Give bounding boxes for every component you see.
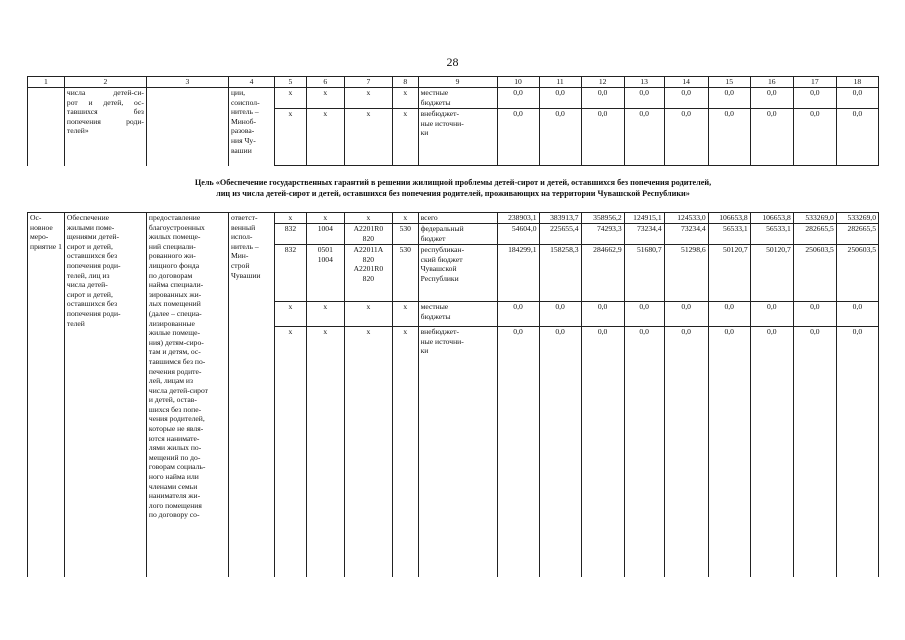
cell-value: 0,0	[581, 327, 624, 578]
text-line: попечения роди-	[66, 260, 121, 270]
text-line: лями жилых по-	[148, 443, 202, 453]
text-line: щениями детей-	[66, 232, 120, 242]
text-line: попечения роди-	[66, 116, 144, 126]
text-line: Чувашской	[420, 264, 457, 274]
text-line: Мин-	[230, 251, 249, 261]
column-number-cell: 14	[664, 77, 708, 88]
cell-value: 0,0	[793, 88, 836, 109]
column-number-cell: 5	[275, 77, 307, 88]
cell-value: 0,0	[497, 109, 539, 166]
cell-value: 0,0	[581, 88, 624, 109]
text-line: лого помещения	[148, 500, 202, 510]
text-line: испол-	[230, 232, 253, 242]
text-line: Обеспечение	[66, 213, 110, 222]
cell-code: x	[306, 213, 344, 224]
text-line: печения родите-	[148, 366, 202, 376]
text-line: ния) детям-сиро-	[148, 337, 204, 347]
column-number-cell: 4	[228, 77, 274, 88]
cell-value: 56533,1	[708, 224, 750, 245]
cell-value: 0,0	[708, 327, 750, 578]
cell-value: 0,0	[624, 109, 664, 166]
cell-value: 282665,5	[836, 224, 878, 245]
column-number-cell: 3	[146, 77, 228, 88]
text-line: Ос-	[30, 213, 42, 222]
cell-value: 0,0	[497, 88, 539, 109]
text-line: числа детей-си-	[66, 88, 144, 97]
column-number-cell: 11	[539, 77, 581, 88]
text-line: там и детям, ос-	[148, 347, 201, 357]
cell-value: 106653,8	[708, 213, 750, 224]
text-line: тавшихся без	[66, 107, 144, 117]
text-line: бюджеты	[420, 311, 451, 321]
text-line: телей, лиц из	[66, 270, 110, 280]
cell-value: 0,0	[836, 327, 878, 578]
text-line: (далее – специа-	[148, 308, 202, 318]
page-number: 28	[446, 55, 459, 69]
column-number-cell: 1	[28, 77, 65, 88]
text-line: лей, лицам из	[148, 376, 193, 386]
goal-heading-line: лиц из числа детей-сирот и детей, оставшихся без попечения родителей, проживающих на территории Чувашской Республики»	[216, 188, 690, 198]
cell-value: 0,0	[750, 302, 793, 327]
cell-code: x	[392, 327, 418, 578]
text-line: 530	[399, 224, 411, 233]
column-number-cell: 12	[581, 77, 624, 88]
cell-value: 0,0	[793, 302, 836, 327]
column-number-cell: 17	[793, 77, 836, 88]
cell-code	[275, 224, 307, 245]
cell-code: x	[392, 88, 418, 109]
table-row	[28, 213, 879, 224]
text-line: числа детей-	[66, 280, 108, 290]
text-line: благоустроенных	[148, 222, 205, 232]
text-line: ного найма или	[148, 472, 199, 482]
text-line: попечения роди-	[66, 308, 121, 318]
cell-code: x	[344, 213, 392, 224]
text-line: 820	[362, 254, 375, 264]
cell-value: 74293,3	[581, 224, 624, 245]
text-line: А2201R0	[353, 264, 384, 274]
cell-funding-source	[418, 88, 497, 109]
text-line: 832	[284, 224, 297, 233]
cell-value: 0,0	[793, 327, 836, 578]
text-line: бюджеты	[420, 97, 451, 107]
column-number-cell: 18	[836, 77, 878, 88]
text-line: вашии	[230, 145, 252, 155]
cell-value: 0,0	[539, 327, 581, 578]
cell-value: 0,0	[664, 302, 708, 327]
cell-code: x	[392, 302, 418, 327]
text-line: оставшихся без	[66, 251, 118, 261]
cell-value: 533269,0	[793, 213, 836, 224]
cell-value: 158258,3	[539, 245, 581, 302]
text-line: 1004	[317, 224, 333, 233]
cell-value: 0,0	[624, 88, 664, 109]
goal-heading	[27, 178, 879, 199]
text-line: телей	[66, 318, 85, 328]
cell-value: 0,0	[836, 88, 878, 109]
cell-value: 284662,9	[581, 245, 624, 302]
cell-value: 0,0	[664, 327, 708, 578]
cell-value: 0,0	[539, 302, 581, 327]
text-line: Миноб-	[230, 116, 257, 126]
cell-col2-event-name	[64, 88, 146, 166]
text-line: 832	[284, 245, 297, 254]
cell-col4-executor	[228, 88, 274, 166]
text-line: ции,	[230, 88, 246, 97]
text-line: А2201R0	[353, 224, 384, 233]
text-line: чения родителей,	[148, 414, 205, 424]
text-line: приятие 1	[30, 241, 62, 251]
cell-value: 0,0	[750, 327, 793, 578]
cell-value: 0,0	[539, 88, 581, 109]
text-line: внебюджет-	[420, 109, 459, 118]
text-line: 1004	[317, 254, 333, 264]
text-line: сирот и детей,	[66, 289, 113, 299]
text-line: Республики	[420, 273, 459, 283]
text-line: которые не явля-	[148, 424, 204, 434]
text-line: по договору со-	[148, 510, 200, 520]
cell-code	[306, 245, 344, 302]
column-number-cell: 2	[64, 77, 146, 88]
cell-value: 106653,8	[750, 213, 793, 224]
cell-code: x	[344, 327, 392, 578]
cell-value: 51680,7	[624, 245, 664, 302]
column-number-cell: 10	[497, 77, 539, 88]
cell-value: 184299,1	[497, 245, 539, 302]
text-line: лизированные	[148, 318, 195, 328]
cell-value: 124533,0	[664, 213, 708, 224]
cell-value: 0,0	[497, 302, 539, 327]
text-line: ются нанимате-	[148, 433, 200, 443]
cell-value: 50120,7	[750, 245, 793, 302]
cell-value: 0,0	[624, 327, 664, 578]
cell-code: x	[275, 213, 307, 224]
cell-value: 0,0	[581, 302, 624, 327]
goal-heading-line: Цель «Обеспечение государственных гарантий в решении жилищной проблемы детей-сирот и детей, оставшихся без попечения родителей,	[194, 178, 712, 187]
text-line: мещений по до-	[148, 452, 201, 462]
text-line: числа детей-сирот	[148, 385, 208, 395]
text-line: жилыми поме-	[66, 222, 115, 232]
cell-value: 533269,0	[836, 213, 878, 224]
text-line: ский бюджет	[420, 254, 463, 264]
cell-event-name	[64, 213, 146, 578]
text-line: республикан-	[420, 245, 465, 254]
text-line: внебюджет-	[420, 327, 459, 336]
text-line: телей»	[66, 126, 89, 136]
cell-funding-source	[418, 213, 497, 224]
text-line: нитель –	[230, 107, 259, 117]
cell-code: x	[306, 109, 344, 166]
text-line: найма специали-	[148, 280, 204, 290]
column-number-cell: 8	[392, 77, 418, 88]
text-line: ные источни-	[420, 118, 464, 128]
cell-code: x	[344, 88, 392, 109]
text-line: по договорам	[148, 270, 193, 280]
text-line: зированных жи-	[148, 289, 202, 299]
column-number-header-row	[28, 77, 879, 88]
cell-value: 0,0	[539, 109, 581, 166]
text-line: оставшихся без	[66, 299, 118, 309]
cell-value: 0,0	[708, 88, 750, 109]
budget-table-main-activity	[27, 212, 879, 577]
text-line: шихся без попе-	[148, 404, 202, 414]
text-line: новное	[30, 222, 53, 232]
cell-code: x	[306, 327, 344, 578]
text-line: ки	[420, 346, 429, 356]
cell-code	[275, 245, 307, 302]
text-line: ные источни-	[420, 336, 464, 346]
cell-code: x	[275, 327, 307, 578]
cell-code: x	[344, 302, 392, 327]
cell-value: 358956,2	[581, 213, 624, 224]
text-line: строй	[230, 260, 250, 270]
text-line: лищного фонда	[148, 260, 200, 270]
budget-table-continuation	[27, 76, 879, 166]
text-line: рот и детей, ос-	[66, 97, 144, 107]
column-number-cell: 16	[750, 77, 793, 88]
cell-code: x	[275, 88, 307, 109]
text-line: тавшимся без по-	[148, 356, 206, 366]
cell-code: x	[306, 302, 344, 327]
text-line: предоставление	[148, 213, 201, 222]
cell-funding-source	[418, 109, 497, 166]
cell-event-description	[146, 213, 228, 578]
text-line: ки	[420, 128, 429, 138]
cell-value: 73234,4	[664, 224, 708, 245]
cell-value: 0,0	[664, 109, 708, 166]
text-line: нанимателя жи-	[148, 491, 201, 501]
cell-value: 0,0	[664, 88, 708, 109]
table-row	[28, 88, 879, 109]
cell-code: x	[344, 109, 392, 166]
column-number-cell: 9	[418, 77, 497, 88]
cell-code	[344, 245, 392, 302]
cell-value: 0,0	[836, 109, 878, 166]
text-line: бюджет	[420, 233, 446, 243]
text-line: 820	[362, 273, 375, 283]
cell-value: 238903,1	[497, 213, 539, 224]
cell-funding-source	[418, 245, 497, 302]
cell-code	[392, 224, 418, 245]
text-line: соиспол-	[230, 97, 260, 107]
text-line: рованного жи-	[148, 251, 196, 261]
text-line: меро-	[30, 232, 49, 242]
cell-value: 124915,1	[624, 213, 664, 224]
cell-code: x	[275, 109, 307, 166]
text-line: жилые помеще-	[148, 328, 201, 338]
cell-value: 282665,5	[793, 224, 836, 245]
cell-value: 250603,5	[836, 245, 878, 302]
text-line: всего	[420, 213, 438, 222]
cell-event-number	[28, 213, 65, 578]
cell-value: 50120,7	[708, 245, 750, 302]
cell-value: 383913,7	[539, 213, 581, 224]
cell-code	[392, 245, 418, 302]
text-line: 530	[399, 245, 411, 254]
cell-funding-source	[418, 327, 497, 578]
cell-code: x	[392, 213, 418, 224]
text-line: федеральный	[420, 224, 464, 233]
cell-col3	[146, 88, 228, 166]
cell-funding-source	[418, 224, 497, 245]
cell-value: 0,0	[497, 327, 539, 578]
text-line: нитель –	[230, 241, 259, 251]
text-line: ответст-	[230, 213, 258, 222]
cell-code	[306, 224, 344, 245]
text-line: местные	[420, 302, 449, 311]
cell-code: x	[392, 109, 418, 166]
text-line: лых помещений	[148, 299, 201, 309]
cell-value: 0,0	[708, 109, 750, 166]
text-line: говорам социаль-	[148, 462, 206, 472]
text-line: ний специали-	[148, 241, 196, 251]
cell-value: 51298,6	[664, 245, 708, 302]
cell-funding-source	[418, 302, 497, 327]
cell-value: 56533,1	[750, 224, 793, 245]
column-number-cell: 6	[306, 77, 344, 88]
column-number-cell: 7	[344, 77, 392, 88]
text-line: Чувашии	[230, 270, 261, 280]
text-line: жилых помеще-	[148, 232, 201, 242]
cell-value: 0,0	[793, 109, 836, 166]
cell-code: x	[275, 302, 307, 327]
column-number-cell: 13	[624, 77, 664, 88]
cell-value: 0,0	[750, 88, 793, 109]
text-line: 820	[362, 233, 375, 243]
cell-code: x	[306, 88, 344, 109]
text-line: А22011А	[353, 245, 384, 254]
text-line: членами семьи	[148, 481, 198, 491]
text-line: местные	[420, 88, 449, 97]
cell-value: 0,0	[624, 302, 664, 327]
cell-value: 0,0	[708, 302, 750, 327]
cell-value: 54604,0	[497, 224, 539, 245]
cell-value: 0,0	[581, 109, 624, 166]
cell-code	[344, 224, 392, 245]
text-line: ния Чу-	[230, 135, 256, 145]
cell-value: 250603,5	[793, 245, 836, 302]
column-number-cell: 15	[708, 77, 750, 88]
cell-col1	[28, 88, 65, 166]
text-line: и детей, остав-	[148, 395, 197, 405]
cell-value: 73234,4	[624, 224, 664, 245]
cell-value: 0,0	[836, 302, 878, 327]
cell-value: 225655,4	[539, 224, 581, 245]
text-line: венный	[230, 222, 256, 232]
text-line: разова-	[230, 126, 255, 136]
cell-executor	[228, 213, 274, 578]
text-line: 0501	[317, 245, 333, 254]
text-line: сирот и детей,	[66, 241, 113, 251]
cell-value: 0,0	[750, 109, 793, 166]
